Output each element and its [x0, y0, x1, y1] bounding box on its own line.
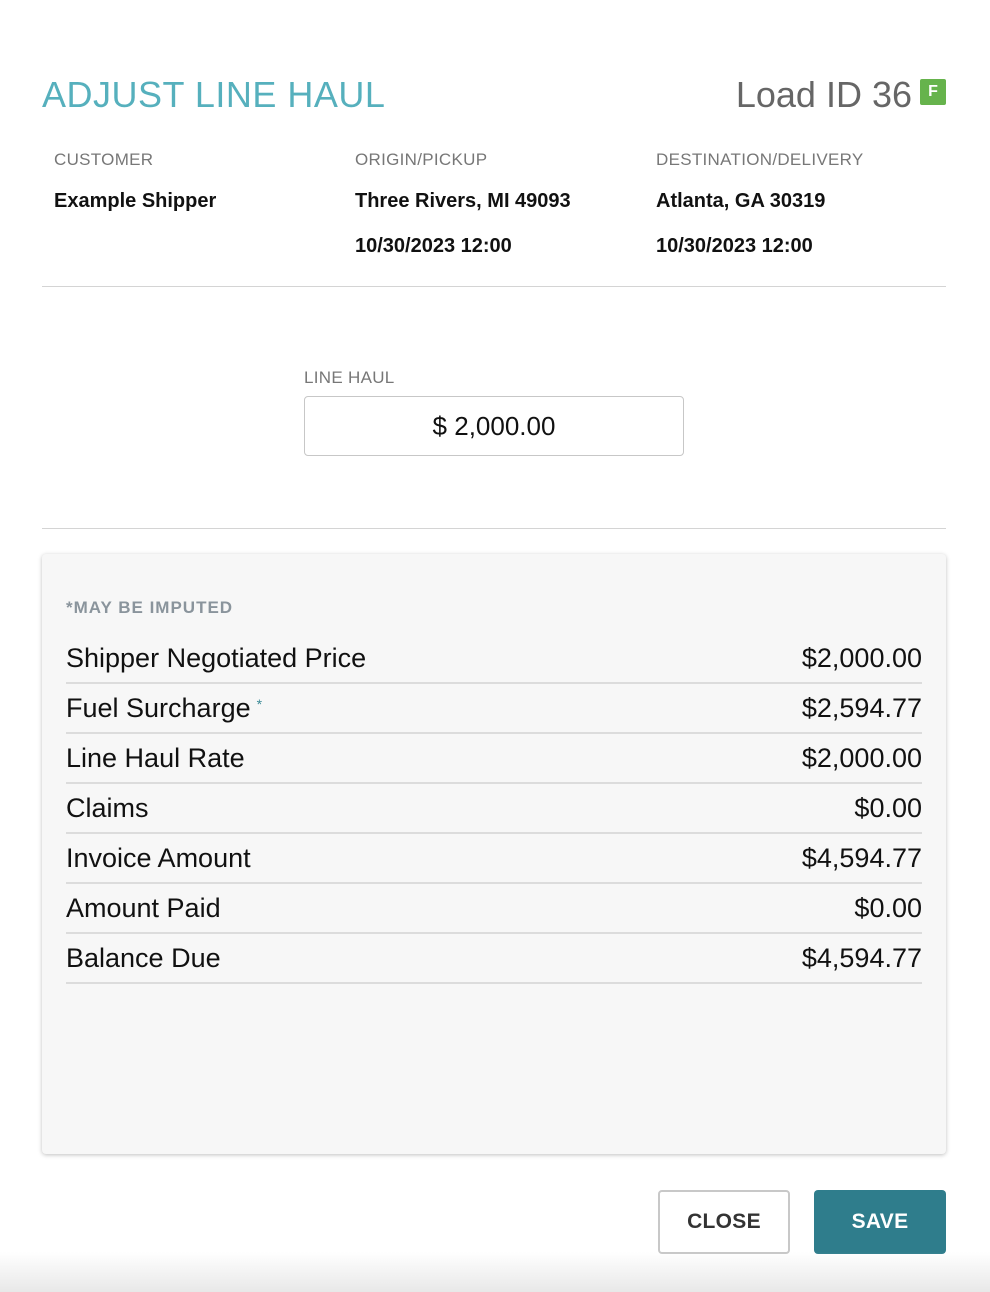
origin-datetime: 10/30/2023 12:00 — [355, 235, 512, 257]
row-value: $0.00 — [854, 892, 922, 923]
destination-location: Atlanta, GA 30319 — [656, 190, 826, 212]
header-divider — [42, 286, 946, 287]
destination-datetime: 10/30/2023 12:00 — [656, 235, 813, 257]
line-haul-divider — [42, 528, 946, 529]
load-id-header — [736, 74, 946, 116]
row-label: Fuel Surcharge — [66, 692, 251, 723]
load-status-badge: F — [920, 79, 946, 105]
row-value: $4,594.77 — [801, 942, 922, 973]
row-value: $0.00 — [854, 792, 922, 823]
line-haul-label: LINE HAUL — [304, 368, 395, 387]
load-id-label: Load ID 36 — [735, 74, 912, 115]
bottom-fade — [0, 1252, 990, 1292]
summary-row-invoice-amount — [66, 834, 922, 884]
summary-row-shipper-negotiated-price — [66, 634, 922, 684]
modal-title: ADJUST LINE HAUL — [42, 74, 386, 115]
close-button[interactable]: CLOSE — [658, 1190, 790, 1254]
row-label: Line Haul Rate — [66, 742, 245, 773]
origin-info — [355, 150, 571, 258]
row-value: $2,594.77 — [801, 692, 922, 723]
summary-row-line-haul-rate — [66, 734, 922, 784]
row-label: Invoice Amount — [66, 842, 251, 873]
row-label: Claims — [66, 792, 149, 823]
imputed-asterisk: * — [256, 696, 263, 712]
row-value: $2,000.00 — [801, 742, 922, 773]
save-button[interactable]: SAVE — [814, 1190, 946, 1254]
imputed-note: *MAY BE IMPUTED — [66, 598, 234, 617]
origin-location: Three Rivers, MI 49093 — [355, 190, 571, 212]
destination-label: DESTINATION/DELIVERY — [656, 150, 864, 169]
row-value: $4,594.77 — [801, 842, 922, 873]
summary-row-claims — [66, 784, 922, 834]
row-label: Amount Paid — [66, 892, 221, 923]
row-label: Shipper Negotiated Price — [66, 642, 367, 673]
customer-value: Example Shipper — [54, 190, 217, 212]
row-label: Balance Due — [66, 942, 221, 973]
origin-label: ORIGIN/PICKUP — [355, 150, 488, 169]
financial-summary-panel — [42, 554, 946, 1154]
summary-row-balance-due — [66, 934, 922, 984]
summary-row-amount-paid — [66, 884, 922, 934]
row-value: $2,000.00 — [801, 642, 922, 673]
customer-info — [54, 150, 216, 213]
summary-row-fuel-surcharge — [66, 684, 922, 734]
destination-info — [656, 150, 864, 258]
customer-label: CUSTOMER — [54, 150, 154, 169]
line-haul-input[interactable] — [304, 396, 684, 456]
summary-rows — [66, 634, 922, 984]
